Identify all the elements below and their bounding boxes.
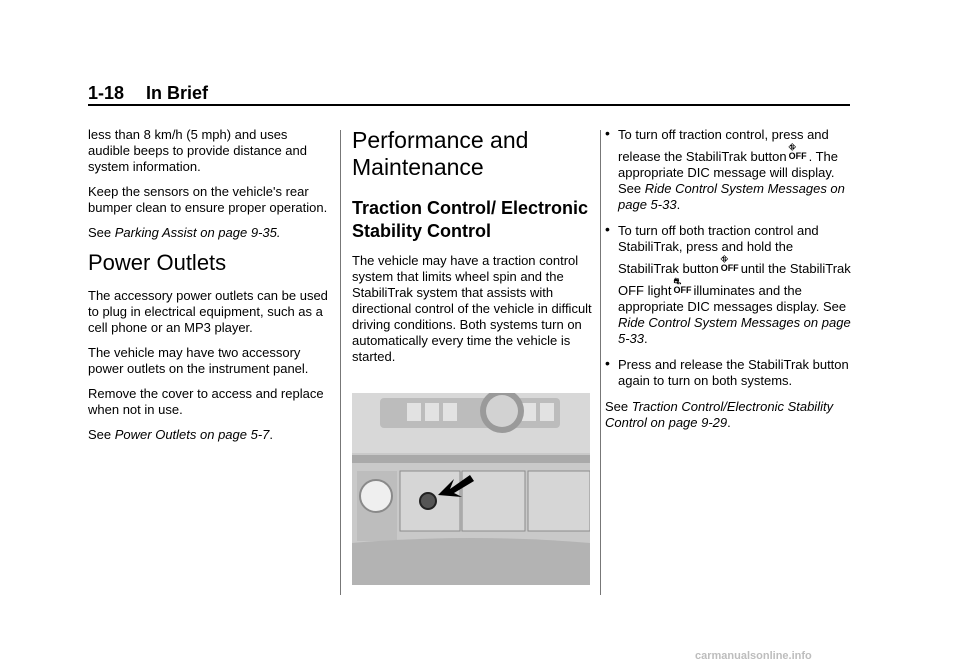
traction-control-icon: ⛗ OFF <box>720 254 739 273</box>
paragraph: The vehicle may have a traction control system that limits wheel spin and the StabiliTrak system that assists with directional control of the vehicle in difficult driving conditions. Both systems turn on automatically every time the vehicle is started. <box>352 253 592 364</box>
section-title: In Brief <box>146 83 209 103</box>
header-rule <box>88 104 850 106</box>
watermark: carmanualsonline.info <box>695 650 812 662</box>
column-middle <box>352 127 592 374</box>
heading-traction-control: Traction Control/ Electronic Stability Control <box>352 198 589 241</box>
paragraph: See Power Outlets on page 5-7. <box>88 427 274 442</box>
column-divider <box>340 130 341 595</box>
list-item: • To turn off traction control, press and release the StabiliTrak button⛗ OFF . The appropriate DIC message will display. See Ride Control System Messages on page 5-33. <box>605 125 845 212</box>
paragraph: less than 8 km/h (5 mph) and uses audible beeps to provide distance and system information. <box>88 127 307 174</box>
paragraph: The accessory power outlets can be used to plug in electrical equipment, such as a cell phone or an MP3 player. <box>88 288 328 335</box>
cross-reference[interactable]: Ride Control System Messages on page 5-33 <box>618 181 845 212</box>
heading-power-outlets: Power Outlets <box>88 250 227 275</box>
page-header <box>88 83 208 104</box>
paragraph: See Parking Assist on page 9-35. <box>88 225 281 240</box>
paragraph: See Traction Control/Electronic Stability Control on page 9-29. <box>605 399 834 430</box>
traction-control-icon: ⛗ OFF <box>788 142 807 161</box>
list-item: • To turn off both traction control and StabiliTrak, press and hold the StabiliTrak button⛗ OFF until the StabiliTrak OFF light⛐ OFF illuminates and the appropriate DIC messages display. See Ride Control System Messages on page 5-33. <box>605 221 851 346</box>
cross-reference[interactable]: Ride Control System Messages on page 5-33 <box>618 315 851 346</box>
paragraph: Remove the cover to access and replace when not in use. <box>88 386 324 417</box>
heading-performance: Performance and Maintenance <box>352 127 529 180</box>
column-divider <box>600 130 601 595</box>
stabilitrak-button-photo <box>352 393 590 585</box>
cross-reference[interactable]: Power Outlets on page 5-7 <box>114 427 270 442</box>
list-item: • Press and release the StabiliTrak button again to turn on both systems. <box>605 355 849 388</box>
cross-reference[interactable]: Traction Control/Electronic Stability Control on page 9-29 <box>605 399 834 430</box>
column-left <box>88 127 328 452</box>
column-right <box>605 127 855 440</box>
stabilitrak-off-icon: ⛐ OFF <box>673 276 692 295</box>
page-number: 1-18 <box>88 83 125 103</box>
cross-reference[interactable]: Parking Assist on page 9-35. <box>114 225 281 240</box>
paragraph: Keep the sensors on the vehicle's rear bumper clean to ensure proper operation. <box>88 184 328 215</box>
paragraph: The vehicle may have two accessory power outlets on the instrument panel. <box>88 345 309 376</box>
